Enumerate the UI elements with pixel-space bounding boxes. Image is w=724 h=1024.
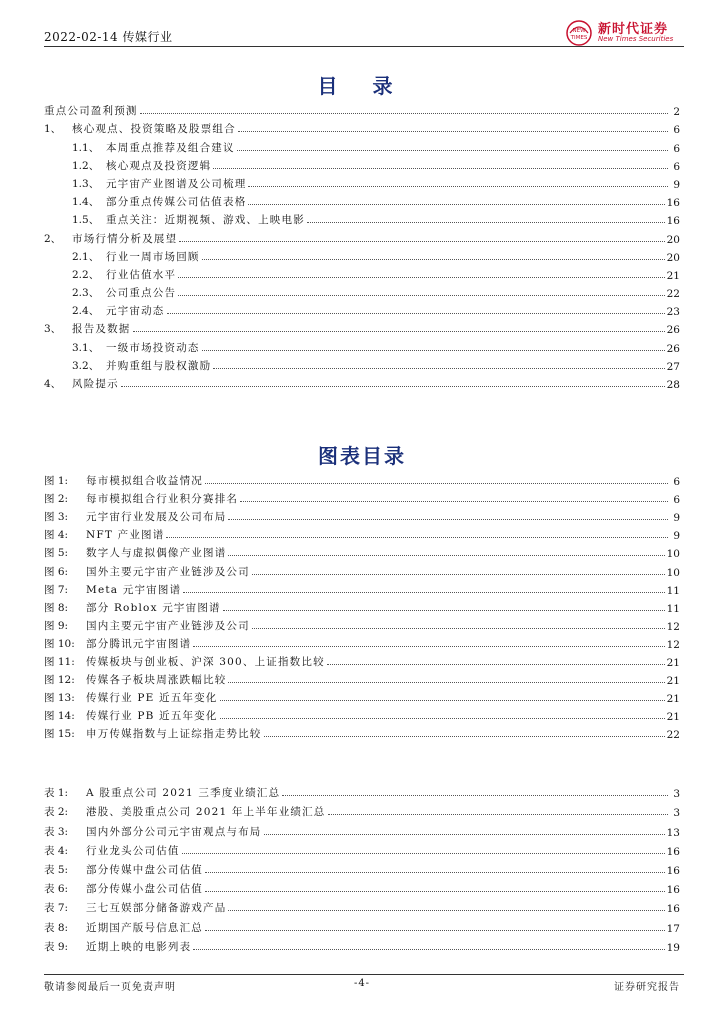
- toc-entry[interactable]: [44, 155, 680, 173]
- dot-leader: [167, 312, 665, 314]
- toc-entry[interactable]: [44, 373, 680, 391]
- toc-entry-page: 21: [666, 269, 680, 282]
- dot-leader: [327, 663, 665, 665]
- figure-entry-page: 21: [666, 657, 680, 670]
- footer-report-type: 证券研究报告: [614, 982, 680, 993]
- table-entry-label: 港股、美股重点公司 2021 年上半年业绩汇总: [86, 806, 326, 819]
- toc-entry-label: 元宇宙产业图谱及公司梳理: [106, 177, 247, 190]
- table-list: [44, 781, 680, 954]
- figure-entry-label: 元宇宙行业发展及公司布局: [86, 511, 227, 524]
- toc-entry-page: 27: [666, 360, 680, 373]
- figure-entry-page: 10: [666, 548, 680, 561]
- toc-entry-number: 1.3、: [72, 177, 100, 190]
- toc-entry-page: 6: [673, 124, 680, 137]
- footer-divider: [44, 974, 684, 975]
- figure-entry-number: 图 7:: [44, 583, 69, 596]
- table-entry-number: 表 2:: [44, 806, 69, 819]
- figure-entry-number: 图 3:: [44, 511, 69, 524]
- table-entry-label: 行业龙头公司估值: [86, 844, 180, 857]
- toc-entry-label: 行业一周市场回顾: [106, 250, 200, 263]
- toc-entry-number: 2.3、: [72, 287, 100, 300]
- dot-leader: [220, 699, 665, 701]
- toc-entry-page: 23: [666, 306, 680, 319]
- table-entry-number: 表 7:: [44, 902, 69, 915]
- figure-entry-label: Meta 元宇宙图谱: [86, 583, 182, 596]
- figure-entry[interactable]: [44, 488, 680, 506]
- toc-entry[interactable]: [44, 282, 680, 300]
- table-entry[interactable]: [44, 839, 680, 858]
- figure-entry-page: 11: [666, 584, 680, 597]
- toc-entry-number: 1.2、: [72, 159, 100, 172]
- toc-entry-number: 2.1、: [72, 250, 100, 263]
- page-number: -4-: [353, 978, 371, 989]
- toc-entry-label: 核心观点及投资逻辑: [106, 159, 212, 172]
- dot-leader: [248, 203, 664, 205]
- toc-entry-page: 16: [666, 215, 680, 228]
- table-entry[interactable]: [44, 819, 680, 838]
- figure-entry[interactable]: [44, 687, 680, 705]
- dot-leader: [205, 890, 665, 892]
- figure-entry[interactable]: [44, 506, 680, 524]
- toc-entry-number: 1.1、: [72, 141, 100, 154]
- table-entry[interactable]: [44, 935, 680, 954]
- table-entry-number: 表 3:: [44, 825, 69, 838]
- table-entry[interactable]: [44, 858, 680, 877]
- toc-entry-page: 6: [673, 142, 680, 155]
- table-entry-number: 表 9:: [44, 940, 69, 953]
- header-divider: [44, 46, 684, 47]
- dot-leader: [220, 717, 665, 719]
- toc-entry[interactable]: [44, 173, 680, 191]
- table-entry-label: 部分传媒小盘公司估值: [86, 883, 203, 896]
- figure-entry-label: 每市模拟组合行业积分赛排名: [86, 493, 239, 506]
- figure-entry-label: NFT 产业图谱: [86, 529, 165, 542]
- toc-entry-page: 20: [666, 233, 680, 246]
- toc-entry-page: 9: [673, 178, 680, 191]
- figure-entry-number: 图 2:: [44, 493, 69, 506]
- table-entry-page: 16: [666, 884, 680, 897]
- figure-entry-number: 图 11:: [44, 656, 75, 669]
- toc-entry-label: 本周重点推荐及组合建议: [106, 141, 235, 154]
- dot-leader: [121, 385, 665, 387]
- figure-entry-number: 图 4:: [44, 529, 69, 542]
- table-entry[interactable]: [44, 781, 680, 800]
- table-entry-page: 19: [666, 941, 680, 954]
- toc-title: 目 录: [317, 74, 407, 98]
- figure-entry-page: 9: [673, 530, 680, 543]
- dot-leader: [193, 948, 664, 950]
- figure-entry-label: 申万传媒指数与上证综指走势比较: [86, 728, 262, 741]
- table-entry-number: 表 8:: [44, 921, 69, 934]
- figure-entry-label: 国外主要元宇宙产业链涉及公司: [86, 565, 250, 578]
- figure-entry-number: 图 15:: [44, 728, 75, 741]
- figure-entry[interactable]: [44, 560, 680, 578]
- figure-entry-number: 图 9:: [44, 619, 69, 632]
- dot-leader: [179, 240, 664, 242]
- table-entry-label: 近期国产版号信息汇总: [86, 921, 203, 934]
- dot-leader: [240, 500, 668, 502]
- toc-entry-label: 并购重组与股权激励: [106, 359, 212, 372]
- toc-entry[interactable]: [44, 355, 680, 373]
- figure-entry-label: 数字人与虚拟偶像产业图谱: [86, 547, 227, 560]
- dot-leader: [228, 518, 668, 520]
- toc-entry-page: 6: [673, 160, 680, 173]
- svg-text:NEW: NEW: [572, 28, 586, 34]
- toc-entry-number: 4、: [44, 378, 62, 390]
- figure-entry-page: 6: [673, 494, 680, 507]
- toc-entry-label: 元宇宙动态: [106, 305, 165, 318]
- toc-entry-number: 1、: [44, 123, 62, 136]
- dot-leader: [178, 276, 664, 278]
- dot-leader: [182, 852, 665, 854]
- toc-entry-label: 一级市场投资动态: [106, 341, 200, 354]
- figure-entry[interactable]: [44, 633, 680, 651]
- toc-entry-label: 风险提示: [72, 378, 119, 390]
- logo-english-name: New Times Securities: [598, 35, 674, 43]
- figure-entry[interactable]: [44, 542, 680, 560]
- figure-entry-label: 每市模拟组合收益情况: [86, 475, 203, 488]
- toc-entry[interactable]: [44, 118, 680, 136]
- toc-entry-number: 2.4、: [72, 305, 100, 318]
- toc-entry[interactable]: [44, 136, 680, 154]
- table-entry-number: 表 1:: [44, 787, 69, 800]
- table-of-contents: [44, 100, 680, 391]
- toc-entry-page: 20: [666, 251, 680, 264]
- table-entry-label: 国内外部分公司元宇宙观点与布局: [86, 825, 262, 838]
- table-entry[interactable]: [44, 896, 680, 915]
- dot-leader: [183, 591, 664, 593]
- toc-entry-number: 3.2、: [72, 359, 100, 372]
- toc-entry[interactable]: [44, 100, 680, 118]
- dot-leader: [264, 735, 665, 737]
- toc-entry-label: 公司重点公告: [106, 287, 177, 300]
- figure-entry-number: 图 1:: [44, 475, 69, 488]
- dot-leader: [328, 813, 669, 815]
- table-entry[interactable]: [44, 877, 680, 896]
- dot-leader: [213, 367, 664, 369]
- figure-entry-page: 22: [666, 729, 680, 742]
- dot-leader: [307, 221, 665, 223]
- figure-entry-number: 图 6:: [44, 565, 69, 578]
- toc-entry[interactable]: [44, 336, 680, 354]
- toc-entry-label: 行业估值水平: [106, 268, 177, 281]
- toc-entry-number: 3.1、: [72, 341, 100, 354]
- figure-entry-number: 图 10:: [44, 637, 75, 650]
- toc-entry-page: 26: [666, 342, 680, 355]
- dot-leader: [133, 330, 665, 332]
- figure-entry[interactable]: [44, 615, 680, 633]
- page-header: [44, 22, 684, 48]
- figure-entry-page: 21: [666, 693, 680, 706]
- dot-leader: [237, 149, 668, 151]
- toc-entry-number: 1.5、: [72, 214, 100, 227]
- company-logo: [564, 18, 684, 48]
- table-entry-number: 表 5:: [44, 863, 69, 876]
- figure-entry[interactable]: [44, 705, 680, 723]
- figure-entry-number: 图 14:: [44, 710, 75, 723]
- header-date-industry: 2022-02-14 传媒行业: [44, 30, 173, 44]
- table-entry[interactable]: [44, 800, 680, 819]
- figure-entry-number: 图 12:: [44, 674, 75, 687]
- table-entry-number: 表 4:: [44, 844, 69, 857]
- logo-chinese-name: 新时代证券: [598, 22, 669, 37]
- table-entry-label: 近期上映的电影列表: [86, 940, 192, 953]
- dot-leader: [228, 554, 664, 556]
- dot-leader: [252, 573, 665, 575]
- figure-entry-number: 图 5:: [44, 547, 69, 560]
- figure-entry-label: 传媒行业 PB 近五年变化: [86, 710, 218, 723]
- toc-entry-page: 22: [666, 288, 680, 301]
- svg-text:TIMES: TIMES: [570, 35, 588, 41]
- toc-entry-label: 重点公司盈利预测: [44, 105, 138, 118]
- dot-leader: [228, 681, 664, 683]
- toc-entry-number: 3、: [44, 323, 62, 336]
- figure-entry-page: 9: [673, 512, 680, 525]
- table-entry-label: 三七互娱部分储备游戏产品: [86, 902, 227, 915]
- figure-entry[interactable]: [44, 524, 680, 542]
- figure-entry-number: 图 13:: [44, 692, 75, 705]
- figure-entry-page: 21: [666, 675, 680, 688]
- dot-leader: [193, 645, 664, 647]
- figure-entry-label: 部分 Roblox 元宇宙图谱: [86, 601, 221, 614]
- figure-list-title: 图表目录: [318, 444, 406, 468]
- figure-entry[interactable]: [44, 470, 680, 488]
- toc-entry-page: 28: [666, 379, 680, 391]
- figure-list: [44, 470, 680, 741]
- toc-entry-number: 1.4、: [72, 196, 100, 209]
- dot-leader: [205, 482, 668, 484]
- table-entry-page: 3: [673, 807, 680, 820]
- table-entry-page: 13: [666, 826, 680, 839]
- dot-leader: [202, 349, 665, 351]
- dot-leader: [205, 871, 665, 873]
- dot-leader: [252, 627, 665, 629]
- toc-entry[interactable]: [44, 209, 680, 227]
- dot-leader: [282, 794, 668, 796]
- toc-entry[interactable]: [44, 227, 680, 245]
- dot-leader: [213, 167, 668, 169]
- table-entry-page: 16: [666, 903, 680, 916]
- toc-entry-number: 2.2、: [72, 268, 100, 281]
- table-entry-label: 部分传媒中盘公司估值: [86, 863, 203, 876]
- figure-entry[interactable]: [44, 723, 680, 741]
- dot-leader: [223, 609, 665, 611]
- figure-entry-page: 11: [666, 602, 680, 615]
- table-entry-label: A 股重点公司 2021 三季度业绩汇总: [86, 787, 281, 800]
- figure-entry-label: 部分腾讯元宇宙图谱: [86, 637, 192, 650]
- table-entry-page: 17: [666, 922, 680, 935]
- dot-leader: [238, 130, 668, 132]
- dot-leader: [140, 112, 668, 114]
- figure-entry[interactable]: [44, 669, 680, 687]
- figure-entry-number: 图 8:: [44, 601, 69, 614]
- toc-entry-label: 报告及数据: [72, 323, 131, 336]
- toc-entry-label: 市场行情分析及展望: [72, 232, 178, 245]
- toc-entry-page: 16: [666, 197, 680, 210]
- toc-entry-label: 重点关注：近期视频、游戏、上映电影: [106, 214, 305, 227]
- table-entry-page: 16: [666, 864, 680, 877]
- toc-entry[interactable]: [44, 264, 680, 282]
- figure-entry-page: 10: [666, 566, 680, 579]
- figure-entry-label: 国内主要元宇宙产业链涉及公司: [86, 619, 250, 632]
- toc-entry[interactable]: [44, 246, 680, 264]
- toc-entry-page: 26: [666, 324, 680, 337]
- footer-disclaimer: 敬请参阅最后一页免责声明: [44, 982, 176, 993]
- dot-leader: [202, 258, 665, 260]
- figure-entry-page: 6: [673, 476, 680, 489]
- toc-entry-page: 2: [673, 106, 680, 119]
- dot-leader: [228, 909, 664, 911]
- figure-entry[interactable]: [44, 579, 680, 597]
- toc-entry[interactable]: [44, 191, 680, 209]
- figure-entry-label: 传媒各子板块周涨跌幅比较: [86, 674, 227, 687]
- table-entry[interactable]: [44, 915, 680, 934]
- toc-entry-label: 核心观点、投资策略及股票组合: [72, 123, 236, 136]
- figure-entry-label: 传媒行业 PE 近五年变化: [86, 692, 218, 705]
- dot-leader: [166, 536, 668, 538]
- toc-entry-label: 部分重点传媒公司估值表格: [106, 196, 247, 209]
- figure-entry-page: 12: [666, 638, 680, 651]
- dot-leader: [205, 929, 665, 931]
- figure-entry-page: 21: [666, 711, 680, 724]
- toc-entry[interactable]: [44, 318, 680, 336]
- table-entry-page: 16: [666, 845, 680, 858]
- figure-entry[interactable]: [44, 651, 680, 669]
- toc-entry-number: 2、: [44, 232, 62, 245]
- dot-leader: [178, 294, 664, 296]
- dot-leader: [248, 185, 668, 187]
- logo-emblem-icon: [564, 18, 594, 48]
- toc-entry[interactable]: [44, 300, 680, 318]
- table-entry-page: 3: [673, 788, 680, 801]
- figure-entry[interactable]: [44, 597, 680, 615]
- dot-leader: [264, 833, 665, 835]
- table-entry-number: 表 6:: [44, 883, 69, 896]
- figure-entry-page: 12: [666, 620, 680, 633]
- figure-entry-label: 传媒板块与创业板、沪深 300、上证指数比较: [86, 656, 325, 669]
